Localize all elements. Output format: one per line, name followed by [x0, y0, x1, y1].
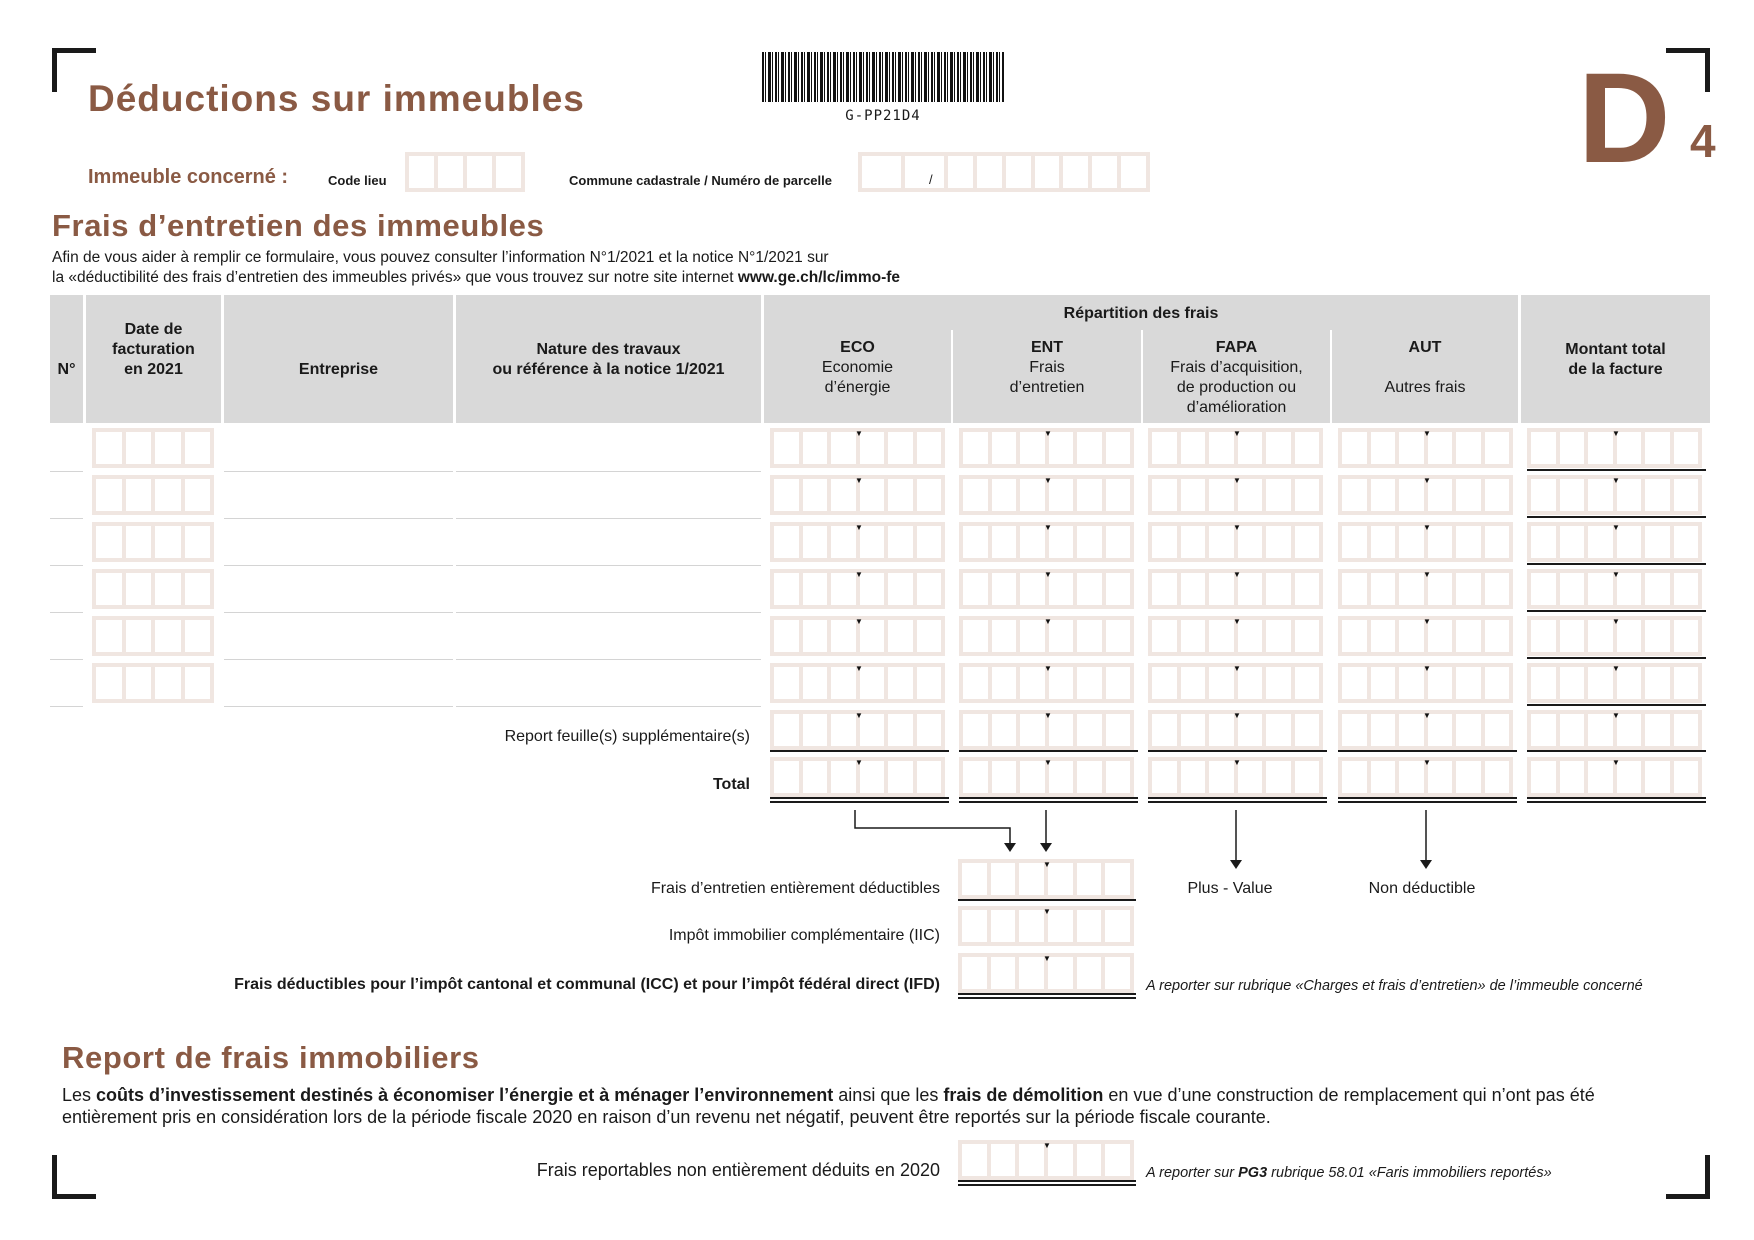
- decimal-marker: ▼: [1044, 429, 1052, 438]
- decimal-marker: ▼: [1044, 664, 1052, 673]
- decimal-marker: ▼: [1044, 617, 1052, 626]
- decimal-marker: ▼: [855, 758, 863, 767]
- arrow-aut-head: [1420, 860, 1432, 869]
- col-entreprise-label: Entreprise: [298, 361, 379, 378]
- decimal-marker: ▼: [1423, 523, 1431, 532]
- decimal-marker: ▼: [1043, 954, 1051, 963]
- deductible-underline: [958, 899, 1136, 901]
- maintenance-section-title: Frais d’entretien des immeubles: [52, 208, 545, 243]
- repartition-label: Répartition des frais: [1063, 305, 1219, 322]
- decimal-marker: ▼: [855, 429, 863, 438]
- decimal-marker: ▼: [1044, 758, 1052, 767]
- decimal-marker: ▼: [1612, 523, 1620, 532]
- barcode-code: G-PP21D4: [845, 108, 921, 124]
- icc-ifd-label: Frais déductibles pour l’impôt cantonal et communal (ICC) et pour l’impôt fédéral direct (IFD): [234, 976, 940, 993]
- iic-label: Impôt immobilier complémentaire (IIC): [668, 927, 940, 944]
- form-letter: D: [1578, 47, 1671, 190]
- col-fapa-label: FAPA Frais d’acquisition, de production ou d’amélioration: [1170, 339, 1303, 416]
- code-lieu-label: Code lieu: [328, 173, 387, 188]
- decimal-marker: ▼: [1233, 664, 1241, 673]
- maintenance-info-link[interactable]: www.ge.ch/lc/immo-fe: [737, 269, 901, 286]
- deductible-amount-field[interactable]: [958, 859, 1134, 899]
- decimal-marker: ▼: [1612, 617, 1620, 626]
- plus-value-label: Plus - Value: [1187, 880, 1273, 897]
- non-deductible-label: Non déductible: [1368, 880, 1476, 897]
- decimal-marker: ▼: [1233, 476, 1241, 485]
- arrow-ent-head: [1040, 843, 1052, 852]
- reportable-note: A reporter sur PG3 rubrique 58.01 «Faris immobiliers reportés»: [1146, 1165, 1552, 1181]
- col-ent-label: ENT Frais d’entretien: [1009, 339, 1085, 396]
- decimal-marker: ▼: [1612, 758, 1620, 767]
- decimal-marker: ▼: [1233, 429, 1241, 438]
- decimal-marker: ▼: [1043, 1141, 1051, 1150]
- report-paragraph-line1: Les coûts d’investissement destinés à économiser l’énergie et à ménager l’environnement ainsi que les frais de démolition en vue d’une construction de remplacement qui n’ont pas été: [62, 1085, 1595, 1105]
- col-eco-label: ECO Economie d’énergie: [821, 339, 894, 396]
- arrow-fapa-head: [1230, 860, 1242, 869]
- decimal-marker: ▼: [1233, 570, 1241, 579]
- decimal-marker: ▼: [1043, 860, 1051, 869]
- property-label: Immeuble concerné :: [88, 166, 289, 188]
- col-total-label: Montant total de la facture: [1565, 341, 1666, 378]
- icc-ifd-double-underline: [958, 993, 1136, 999]
- decimal-marker: ▼: [1233, 617, 1241, 626]
- commune-separator: /: [929, 172, 933, 187]
- form-number: 4: [1690, 115, 1716, 167]
- col-nature-label: Nature des travaux ou référence à la notice 1/2021: [492, 341, 725, 378]
- decimal-marker: ▼: [855, 476, 863, 485]
- decimal-marker: ▼: [855, 617, 863, 626]
- maintenance-info-text: la «déductibilité des frais d’entretien des immeubles privés» que vous trouvez sur notre site internet: [52, 269, 734, 286]
- report-paragraph: [62, 1084, 1722, 1128]
- decimal-marker: ▼: [1612, 476, 1620, 485]
- page-title: Déductions sur immeubles: [88, 78, 585, 119]
- icc-note: A reporter sur rubrique «Charges et frais d’entretien» de l’immeuble concerné: [1146, 978, 1643, 994]
- decimal-marker: ▼: [1612, 429, 1620, 438]
- decimal-marker: ▼: [1423, 758, 1431, 767]
- decimal-marker: ▼: [855, 711, 863, 720]
- iic-amount-field[interactable]: [958, 906, 1134, 946]
- decimal-marker: ▼: [1612, 664, 1620, 673]
- icc-ifd-amount-field[interactable]: [958, 953, 1134, 993]
- decimal-marker: ▼: [1612, 570, 1620, 579]
- col-no-label: N°: [57, 361, 76, 378]
- decimal-marker: ▼: [1044, 711, 1052, 720]
- decimal-marker: ▼: [1044, 570, 1052, 579]
- decimal-marker: ▼: [1233, 523, 1241, 532]
- decimal-marker: ▼: [1423, 617, 1431, 626]
- decimal-marker: ▼: [1423, 711, 1431, 720]
- decimal-marker: ▼: [1423, 664, 1431, 673]
- reportable-amount-field[interactable]: [958, 1140, 1134, 1180]
- arrow-eco: [855, 810, 1010, 845]
- decimal-marker: ▼: [1233, 711, 1241, 720]
- decimal-marker: ▼: [1423, 476, 1431, 485]
- decimal-marker: ▼: [1043, 907, 1051, 916]
- maintenance-info-line1: Afin de vous aider à remplir ce formulaire, vous pouvez consulter l’information N°1/2021 et la notice N°1/2021 sur: [52, 249, 829, 266]
- decimal-marker: ▼: [1612, 711, 1620, 720]
- report-row-label: Report feuille(s) supplémentaire(s): [504, 728, 750, 745]
- decimal-marker: ▼: [1044, 476, 1052, 485]
- decimal-marker: ▼: [855, 570, 863, 579]
- commune-parcelle-label: Commune cadastrale / Numéro de parcelle: [569, 173, 832, 188]
- arrow-eco-head: [1004, 843, 1016, 852]
- report-section-title: Report de frais immobiliers: [62, 1040, 480, 1075]
- total-row-label: Total: [712, 776, 750, 793]
- decimal-marker: ▼: [855, 664, 863, 673]
- reportable-label: Frais reportables non entièrement déduits en 2020: [536, 1160, 940, 1180]
- deductible-label: Frais d’entretien entièrement déductibles: [650, 880, 940, 897]
- decimal-marker: ▼: [1233, 758, 1241, 767]
- decimal-marker: ▼: [1044, 523, 1052, 532]
- col-aut-label: AUT Autres frais: [1384, 339, 1466, 396]
- decimal-marker: ▼: [855, 523, 863, 532]
- col-date-label: Date de facturation en 2021: [112, 321, 195, 378]
- reportable-double-underline: [958, 1180, 1136, 1186]
- decimal-marker: ▼: [1423, 429, 1431, 438]
- decimal-marker: ▼: [1423, 570, 1431, 579]
- report-paragraph-line2: entièrement pris en considération lors de la période fiscale 2020 en raison d’un revenu net négatif, peuvent être reportés sur la période fiscale courante.: [62, 1107, 1271, 1127]
